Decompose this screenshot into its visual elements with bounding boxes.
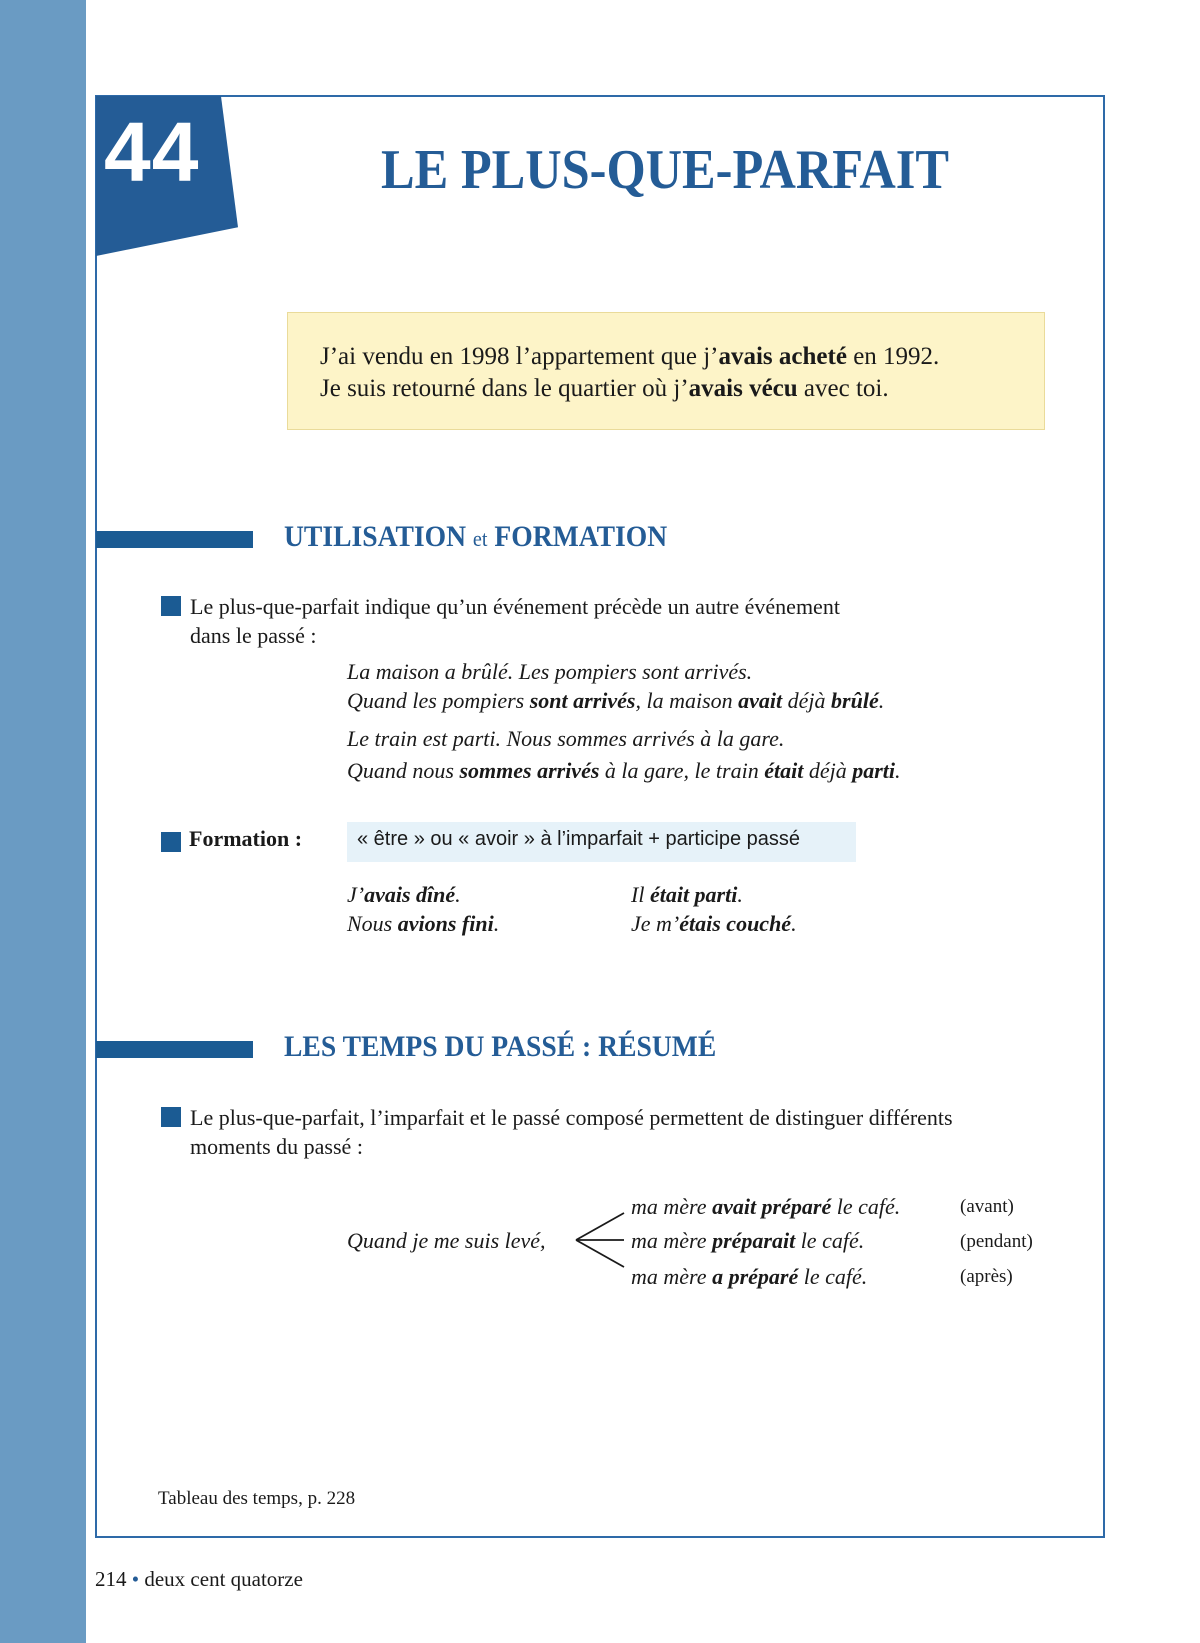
branch-tag: (avant) [960, 1196, 1014, 1217]
section-title-utilisation [284, 520, 667, 554]
conjugation-example: Il était parti. [631, 882, 743, 907]
page-number: 214 [95, 1567, 127, 1591]
section-title-resume: LES TEMPS DU PASSÉ : RÉSUMÉ [284, 1030, 717, 1063]
example-sentence: Quand les pompiers sont arrivés, la maison avait déjà brûlé. [347, 688, 885, 713]
page-sidebar-band [0, 0, 86, 1643]
page-number-words: deux cent quatorze [144, 1567, 303, 1591]
text: Je suis retourné dans le quartier où j’ [320, 375, 689, 402]
bullet-square-icon [161, 596, 181, 616]
section-bar [96, 531, 253, 548]
example-sentence: Quand nous sommes arrivés à la gare, le train était déjà parti. [347, 758, 901, 783]
point-line: moments du passé : [190, 1134, 363, 1159]
branch-sentence: ma mère avait préparé le café. [631, 1194, 901, 1219]
bold-verb: avais acheté [718, 343, 847, 370]
section-bar [96, 1041, 253, 1058]
conjugation-example: J’avais dîné. [347, 882, 461, 907]
main-clause: Quand je me suis levé, [347, 1228, 546, 1253]
intro-example-line-2 [320, 373, 1044, 405]
text: avec toi. [797, 375, 889, 402]
bullet-separator-icon: • [131, 1567, 140, 1591]
title-part: UTILISATION [284, 520, 467, 553]
point-line: Le plus-que-parfait indique qu’un événement précède un autre événement [190, 594, 840, 619]
formation-label: Formation : [189, 826, 303, 851]
bold-verb: avais vécu [688, 375, 798, 402]
text: J’ai vendu en 1998 l’appartement que j’ [320, 343, 719, 370]
branch-sentence: ma mère préparait le café. [631, 1228, 865, 1253]
branch-tag: (pendant) [960, 1231, 1033, 1252]
point-text [190, 1103, 953, 1161]
cross-reference-link[interactable]: Tableau des temps, p. 228 [158, 1488, 356, 1509]
formation-formula: « être » ou « avoir » à l’imparfait + participe passé [347, 822, 856, 862]
page-title: LE PLUS-QUE-PARFAIT [381, 139, 949, 201]
example-sentence: La maison a brûlé. Les pompiers sont arrivés. [347, 659, 753, 684]
text: en 1992. [846, 343, 940, 370]
conjugation-example: Nous avions fini. [347, 911, 500, 936]
page-footer [95, 1567, 303, 1592]
branch-sentence: ma mère a préparé le café. [631, 1264, 868, 1289]
bullet-square-icon [161, 832, 181, 852]
intro-example-line-1 [320, 341, 1044, 373]
branch-tag: (après) [960, 1266, 1013, 1287]
example-sentence: Le train est parti. Nous sommes arrivés à la gare. [347, 726, 785, 751]
bullet-square-icon [161, 1107, 181, 1127]
chapter-number: 44 [104, 105, 200, 199]
conjugation-example: Je m’étais couché. [631, 911, 797, 936]
point-line: Le plus-que-parfait, l’imparfait et le passé composé permettent de distinguer différents [190, 1105, 953, 1130]
branch-lines [572, 1205, 628, 1275]
title-connector: et [472, 526, 488, 551]
intro-example-box [287, 312, 1045, 430]
point-text [190, 592, 840, 650]
point-line: dans le passé : [190, 623, 317, 648]
title-part: FORMATION [494, 520, 668, 553]
